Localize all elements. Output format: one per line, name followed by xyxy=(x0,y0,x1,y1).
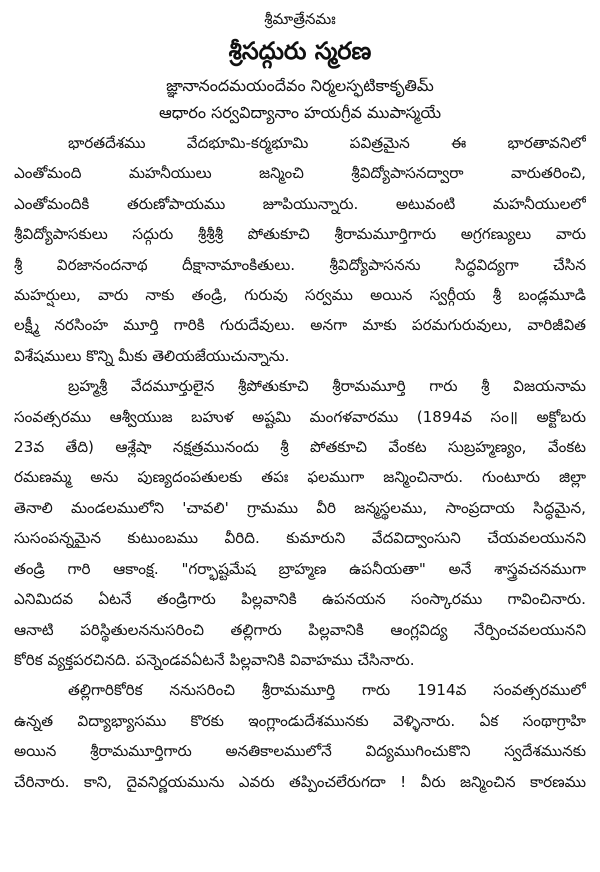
text-line: సుసంపన్నమైన కుటుంబము వీరిది. కుమారుని వేదవిద్వాంసుని చేయవలయునని xyxy=(14,529,586,548)
text-line: తల్లిగారికోరిక ననుసరించి శ్రీరామమూర్తి గారు 1914వ సంవత్సరములో xyxy=(68,681,586,700)
body-text xyxy=(14,128,586,797)
text-line: ఎంతోమంది మహనీయులు జన్మించి శ్రీవిద్యోపాసనద్వారా వారుతరించి, xyxy=(14,164,586,183)
verse-line-2: ఆధారం సర్వవిద్యానాం హయగ్రీవ ముపాస్మయే xyxy=(158,103,442,122)
text-line: కోరిక వ్యక్తపరచినది. పన్నెండవఏటనే పిల్లవానికి వివాహము చేసినారు. xyxy=(14,650,415,669)
invocation-line: శ్రీమాత్రేనమః xyxy=(264,10,336,28)
text-line: ఆనాటి పరిస్థితులననుసరించి తల్లిగారు పిల్లవానికి ఆంగ్లవిద్య నేర్పించవలయునని xyxy=(14,620,586,639)
text-line: ఉన్నత విద్యాభ్యాసము కొరకు ఇంగ్లాండుదేశమునకు వెళ్ళినారు. ఏక సంథాగ్రాహి xyxy=(14,711,586,730)
paragraph-1 xyxy=(14,128,586,371)
text-line: మహర్షులు, వారు నాకు తండ్రి, గురువు సర్వము అయిన స్వర్గీయ శ్రీ బండ్లమూడి xyxy=(14,286,586,305)
text-line: శ్రీవిద్యోపాసకులు సద్గురు శ్రీశ్రీశ్రీ పోతుకూచి శ్రీరామమూర్తిగారు అగ్రగణ్యులు వారు xyxy=(14,225,586,244)
text-line: శ్రీ విరజానందనాథ దీక్షానామాంకితులు. శ్రీవిద్యోపాసనను సిద్ధవిద్యగా చేసిన xyxy=(14,255,586,274)
paragraph-3 xyxy=(14,675,586,797)
text-line: తెనాలి మండలములోని 'చావలి' గ్రామము వీరి జన్మస్థలము, సాంప్రదాయ సిద్ధమైన, xyxy=(14,498,586,517)
text-line: లక్ష్మీ నరసింహ మూర్తి గారికి గురుదేవులు. అనగా మాకు పరమగురువులు, వారిజీవిత xyxy=(14,316,586,335)
text-line: 23వ తేది) ఆశ్లేషా నక్షత్రమునందు శ్రీ పోతకూచి వేంకట సుబ్రహ్మణ్యం, వేంకట xyxy=(14,438,586,457)
text-line: చేరినారు. కాని, దైవనిర్ణయమును ఎవరు తప్పించలేరుగదా ! వీరు జన్మించిన కారణము xyxy=(14,772,586,791)
text-line: ఎనిమిదవ ఏటనే తండ్రిగారు పిల్లవానికి ఉపనయన సంస్కారము గావించినారు. xyxy=(14,590,586,609)
text-line: రమణమ్మ అను పుణ్యదంపతులకు తపః ఫలముగా జన్మించినారు. గుంటూరు జిల్లా xyxy=(14,468,586,487)
text-line: బ్రహ్మశ్రీ వేదమూర్తులైన శ్రీపోతుకూచి శ్రీరామమూర్తి గారు శ్రీ విజయనామ xyxy=(68,377,586,396)
page-title: శ్రీసద్గురు స్మరణ xyxy=(228,37,372,65)
paragraph-2 xyxy=(14,371,586,675)
verse-line-1: జ్ఞానానందమయందేవం నిర్మలస్ఫటికాకృతిమ్ xyxy=(166,76,434,95)
text-line: అయిన శ్రీరామమూర్తిగారు అనతికాలములోనే విద్యముగించుకొని స్వదేశమునకు xyxy=(14,742,586,761)
text-line: భారతదేశము వేదభూమి-కర్మభూమి పవిత్రమైన ఈ భారతావనిలో xyxy=(68,134,586,152)
text-line: ఎంతోమందికి తరుణోపాయము జూపియున్నారు. అటువంటి మహనీయులలో xyxy=(14,194,586,213)
text-line: విశేషములు కొన్ని మీకు తెలియజేయుచున్నాను. xyxy=(14,346,290,365)
text-line: తండ్రి గారి ఆకాంక్ష. "గర్భాష్టమేష బ్రాహ్మణ ఉపనీయతా" అనే శాస్త్రవచనముగా xyxy=(14,559,586,578)
text-line: సంవత్సరము ఆశ్వీయుజ బహుళ అష్టమి మంగళవారము (1894వ సం॥ అక్టోబరు xyxy=(14,407,586,426)
